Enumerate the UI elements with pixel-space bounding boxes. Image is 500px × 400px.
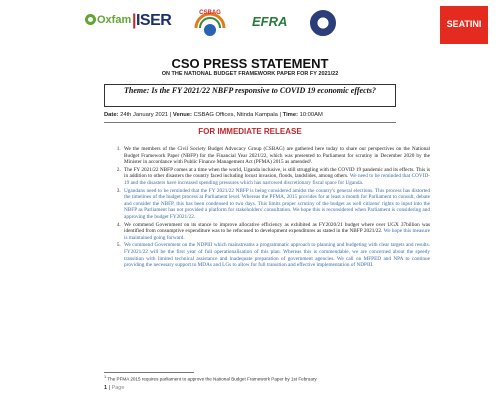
statement-body [108, 146, 430, 270]
paragraph-2 [122, 167, 430, 187]
paragraph-5 [122, 242, 430, 268]
page-number-value: 1 [104, 385, 108, 391]
paragraph-3 [122, 188, 430, 221]
paragraph-text: We the members of the Civil Society Budget Advocacy Group (CSBAG) are gathered here today to share our perspectives on the National Budget Framework Paper (NBFP) for the Financial Year 2021/22, which was presented to Parliament for scrutiny in December 2020 by the Minister in accordance with Public Finance Management Act (PFMA) 2015 as amended¹. [124, 146, 430, 166]
footnote [104, 375, 317, 382]
partner-logos [0, 4, 500, 48]
page-separator: | [107, 385, 112, 391]
time-value: 10:00AM [299, 112, 323, 118]
page-label: Page [111, 385, 125, 391]
oxfam-logo-text: Oxfam [97, 14, 132, 26]
iser-logo-text: ISER [135, 12, 172, 29]
date-value: 24th January 2021 [120, 112, 169, 118]
paragraph-4 [122, 222, 430, 242]
page-number [104, 385, 124, 391]
paragraph-text: We need to be reminded that COVID-19 and the disasters have increased spending pressures which has narrowed discretionary fiscal space for Uganda. [124, 173, 430, 186]
event-meta [104, 112, 404, 118]
paragraph-text: Ugandans need to be reminded that the FY 2021/22 NBFP is being considered amidst the country's general elections. This process has distorted the timelines of the budget process at Parliament level. Whereas the PFMA, 2015 provides for at least a month for Parliament to consult, debate and consider the NBFP, this has been condensed to two days. This limits proper scrutiny of the budget as well citizens' rights to input into the NBFP as Parliament has not provided a platform for stakeholders' consultation. We hope this is reconsidered when Parliament is considering and approving the budget FY2021/22. [124, 187, 430, 220]
iser-logo: |ISER [132, 12, 172, 29]
document-title: CSO PRESS STATEMENT [171, 56, 329, 71]
paragraph-text: The FY 2021/22 NBFP comes at a time when the world, Uganda inclusive, is still struggling with the COVID 19 pandemic and its effects. This is in addition to other disasters the country faced including locust invasion, floods, landslides, among others. [124, 166, 430, 180]
divider [104, 122, 396, 123]
circle-emblem-icon [310, 10, 336, 36]
time-label: Time: [282, 112, 298, 118]
seatini-logo-text: SEATINI [446, 19, 482, 29]
meta-separator: | [279, 112, 282, 118]
footnote-mark: 1 [104, 375, 107, 379]
venue-label: Venue: [172, 112, 192, 118]
document-subtitle: ON THE NATIONAL BUDGET FRAMEWORK PAPER FOR FY 2021/22 [161, 71, 339, 77]
footnote-text: The PFMA 2015 requires parliament to approve the National Budget Framework Paper by 1st February [107, 376, 317, 382]
paragraph-1 [122, 146, 430, 166]
paragraph-text: We commend Government on its stance to improve allocative efficiency as exhibited as FY2020/21 budget where over UGX 37billion was identified from consumptive expenditure was to be refocused to development expenditures as stated in the NBFP 2021/22. [124, 221, 430, 235]
oxfam-circle-icon [85, 14, 96, 25]
paragraph-text: We commend Government on the NDPIII which mainstreams a programmatic approach to planning and budgeting with clear targets and results. FY2021/22 will be the first year of full operationalisation of this plan. Whereas this is commendable, we are concerned about the speedy transition with limited technical assistance and inadequate preparation of government agencies. We call on MFPED and NPA to continue providing the necessary support to MDAs and LGs to allow for full transition and effective implementation of NDPIII. [124, 242, 430, 269]
footnote-divider [104, 372, 194, 373]
efra-logo [252, 14, 287, 29]
date-label: Date: [104, 112, 119, 118]
release-heading: FOR IMMEDIATE RELEASE [198, 127, 302, 136]
venue-value: CSBAG Offices, Ntinda Kampala [193, 112, 278, 118]
theme-box: Theme: Is the FY 2021/22 NBFP responsive to COVID 19 economic effects? [104, 84, 396, 107]
seatini-logo [440, 6, 488, 44]
meta-separator: | [169, 112, 172, 118]
paragraph-text: We hope this measure is maintained going forward. [124, 228, 430, 241]
oxfam-logo [85, 14, 131, 26]
csbag-logo [190, 4, 230, 42]
efra-logo-text: EFRA [252, 14, 288, 29]
csbag-logo-text: CSBAG [199, 10, 221, 16]
